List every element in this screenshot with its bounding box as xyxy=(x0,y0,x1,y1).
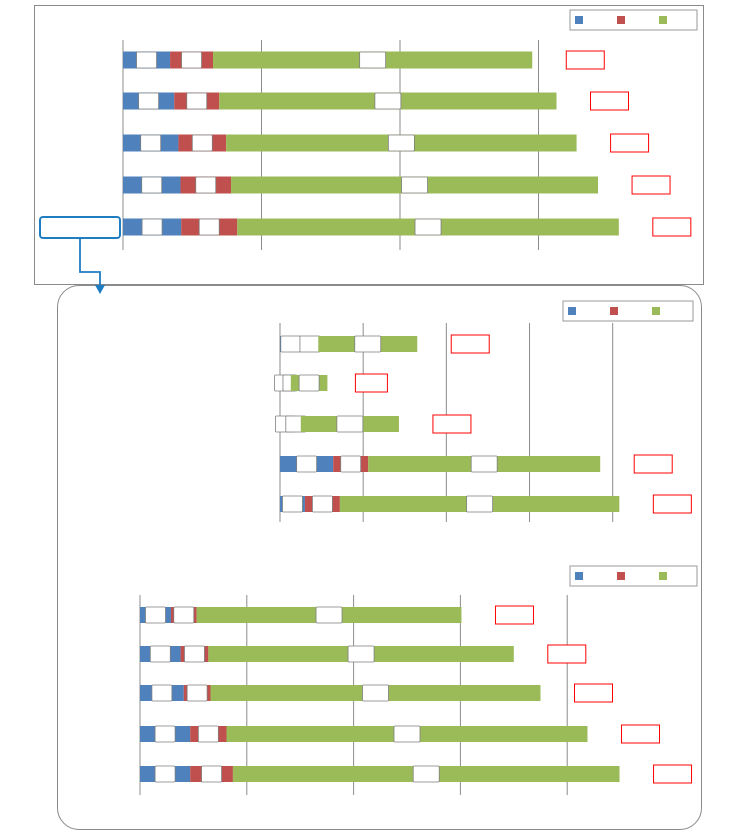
data-label-box xyxy=(187,685,207,701)
data-label-box xyxy=(316,607,342,623)
percent-box xyxy=(355,374,387,392)
data-label-box xyxy=(174,607,194,623)
legend-swatch-3 xyxy=(659,16,667,24)
percent-box xyxy=(566,51,604,69)
data-label-box xyxy=(137,52,157,68)
data-label-box xyxy=(415,219,441,235)
highlight-box xyxy=(40,217,120,238)
data-label-box xyxy=(202,766,222,782)
legend-swatch-1 xyxy=(575,16,583,24)
data-label-box xyxy=(281,336,301,352)
data-label-box xyxy=(187,93,207,109)
percent-box xyxy=(575,684,613,702)
data-label-box xyxy=(300,336,320,352)
data-label-box xyxy=(192,135,212,151)
data-label-box xyxy=(182,52,202,68)
data-label-box xyxy=(198,726,218,742)
arrow-head-icon xyxy=(95,285,105,294)
data-label-box xyxy=(297,456,317,472)
chart-2 xyxy=(275,301,693,522)
percent-box xyxy=(548,645,586,663)
chart-3 xyxy=(140,566,697,795)
legend-box xyxy=(563,301,693,321)
percent-box xyxy=(611,134,649,152)
data-label-box xyxy=(196,177,216,193)
data-label-box xyxy=(139,93,159,109)
percent-box xyxy=(433,415,471,433)
percent-box xyxy=(632,176,670,194)
data-label-box xyxy=(360,52,386,68)
legend-box xyxy=(570,566,697,586)
data-label-box xyxy=(145,607,165,623)
data-label-box xyxy=(388,135,414,151)
data-label-box xyxy=(348,646,374,662)
data-label-box xyxy=(394,726,420,742)
legend-swatch-2 xyxy=(617,572,625,580)
connector-arrow xyxy=(80,238,100,289)
data-label-box xyxy=(471,456,497,472)
percent-box xyxy=(653,495,691,513)
legend-swatch-1 xyxy=(575,572,583,580)
legend-swatch-2 xyxy=(617,16,625,24)
percent-box xyxy=(653,218,691,236)
data-label-box xyxy=(199,219,219,235)
legend-box xyxy=(570,10,697,30)
data-label-box xyxy=(141,135,161,151)
data-label-box xyxy=(355,336,381,352)
data-label-box xyxy=(299,375,319,391)
data-label-box xyxy=(375,93,401,109)
legend-swatch-2 xyxy=(610,307,618,315)
data-label-box xyxy=(362,685,388,701)
data-label-box xyxy=(150,646,170,662)
legend-swatch-3 xyxy=(659,572,667,580)
legend-swatch-3 xyxy=(652,307,660,315)
data-label-box xyxy=(337,416,363,432)
percent-box xyxy=(495,606,533,624)
data-label-box xyxy=(282,496,302,512)
chart-1 xyxy=(123,10,697,250)
data-label-box xyxy=(402,177,428,193)
legend-swatch-1 xyxy=(568,307,576,315)
data-label-box xyxy=(341,456,361,472)
data-label-box xyxy=(155,726,175,742)
data-label-box xyxy=(184,646,204,662)
data-label-box xyxy=(467,496,493,512)
percent-box xyxy=(621,725,659,743)
percent-box xyxy=(634,455,672,473)
data-label-box xyxy=(413,766,439,782)
data-label-box xyxy=(142,219,162,235)
percent-box xyxy=(591,92,629,110)
percent-box xyxy=(451,335,489,353)
data-label-box xyxy=(142,177,162,193)
data-label-box xyxy=(155,766,175,782)
data-label-box xyxy=(312,496,332,512)
percent-box xyxy=(654,765,692,783)
data-label-box xyxy=(152,685,172,701)
